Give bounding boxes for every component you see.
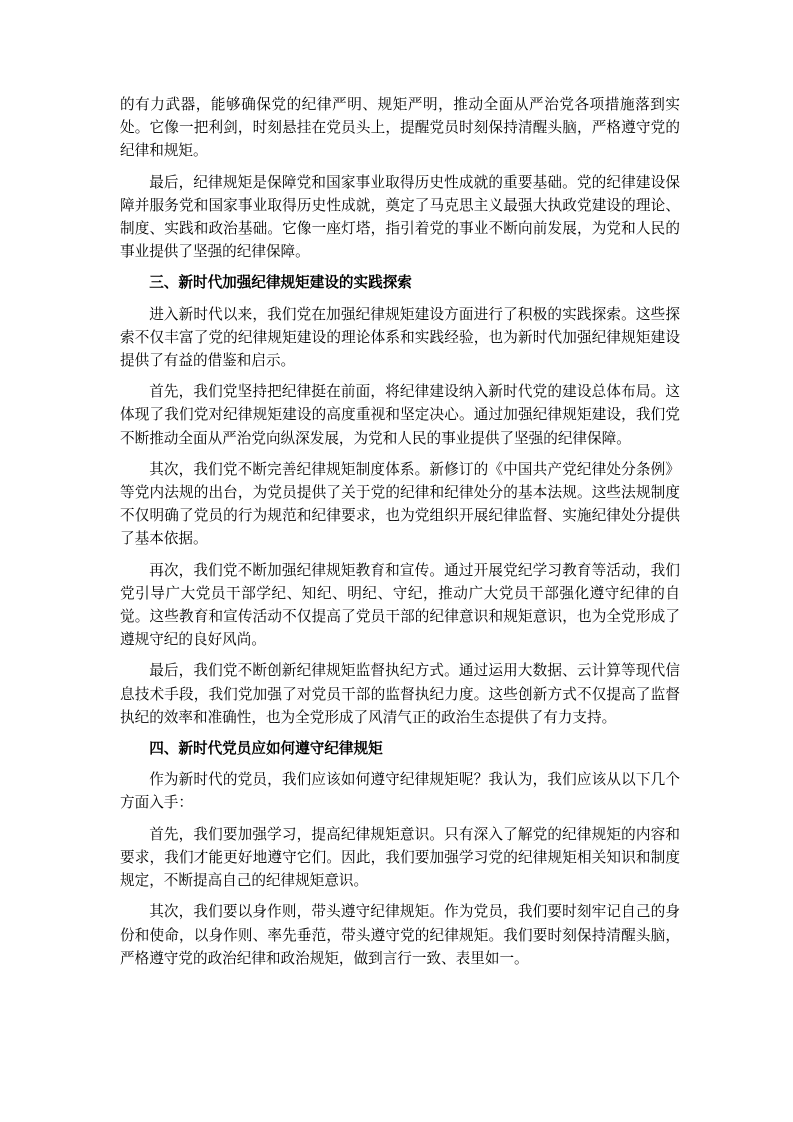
paragraph-secondly-regulations: 其次，我们党不断完善纪律规矩制度体系。新修订的《中国共产党纪律处分条例》等党内法规的出台，为党员提供了关于党的纪律和纪律处分的基本法规。这些法规制度不仅明确了党员的行为规范和纪律要求，也为党组织开展纪律监督、实施纪律处分提供了基本依据。 bbox=[120, 460, 680, 548]
paragraph-how-to-comply: 作为新时代的党员，我们应该如何遵守纪律规矩呢？我认为，我们应该从以下几个方面入手： bbox=[120, 771, 680, 812]
paragraph-firstly-study: 首先，我们要加强学习，提高纪律规矩意识。只有深入了解党的纪律规矩的内容和要求，我们才能更好地遵守它们。因此，我们要加强学习党的纪律规矩相关知识和制度规定，不断提高自己的纪律规矩意识。 bbox=[120, 825, 680, 890]
paragraph-lastly-foundation: 最后，纪律规矩是保障党和国家事业取得历史性成就的重要基础。党的纪律建设保障并服务党和国家事业取得历史性成就，奠定了马克思主义最强大执政党建设的理论、制度、实践和政治基础。它像一座灯塔，指引着党的事业不断向前发展，为党和人民的事业提供了坚强的纪律保障。 bbox=[120, 173, 680, 261]
document-page bbox=[120, 93, 680, 978]
paragraph-firstly-discipline-first: 首先，我们党坚持把纪律挺在前面，将纪律建设纳入新时代党的建设总体布局。这体现了我们党对纪律规矩建设的高度重视和坚定决心。通过加强纪律规矩建设，我们党不断推动全面从严治党向纵深发展，为党和人民的事业提供了坚强的纪律保障。 bbox=[120, 383, 680, 447]
section-heading-3: 三、新时代加强纪律规矩建设的实践探索 bbox=[149, 274, 412, 292]
paragraph-continued: 的有力武器，能够确保党的纪律严明、规矩严明，推动全面从严治党各项措施落到实处。它像一把利剑，时刻悬挂在党员头上，提醒党员时刻保持清醒头脑，严格遵守党的纪律和规矩。 bbox=[120, 96, 680, 160]
paragraph-thirdly-education: 再次，我们党不断加强纪律规矩教育和宣传。通过开展党纪学习教育等活动，我们党引导广大党员干部学纪、知纪、明纪、守纪，推动广大党员干部强化遵守纪律的自觉。这些教育和宣传活动不仅提高了党员干部的纪律意识和规矩意识，也为全党形成了遵规守纪的良好风尚。 bbox=[120, 561, 680, 649]
paragraph-lastly-supervision: 最后，我们党不断创新纪律规矩监督执纪方式。通过运用大数据、云计算等现代信息技术手段，我们党加强了对党员干部的监督执纪力度。这些创新方式不仅提高了监督执纪的效率和准确性，也为全党形成了风清气正的政治生态提供了有力支持。 bbox=[120, 662, 680, 726]
section-heading-4: 四、新时代党员应如何遵守纪律规矩 bbox=[149, 740, 383, 758]
paragraph-new-era-intro: 进入新时代以来，我们党在加强纪律规矩建设方面进行了积极的实践探索。这些探索不仅丰富了党的纪律规矩建设的理论体系和实践经验，也为新时代加强纪律规矩建设提供了有益的借鉴和启示。 bbox=[120, 305, 680, 370]
paragraph-secondly-lead-by-example: 其次，我们要以身作则，带头遵守纪律规矩。作为党员，我们要时刻牢记自己的身份和使命，以身作则、率先垂范，带头遵守党的纪律规矩。我们要时刻保持清醒头脑，严格遵守党的政治纪律和政治规矩，做到言行一致、表里如一。 bbox=[120, 903, 680, 967]
